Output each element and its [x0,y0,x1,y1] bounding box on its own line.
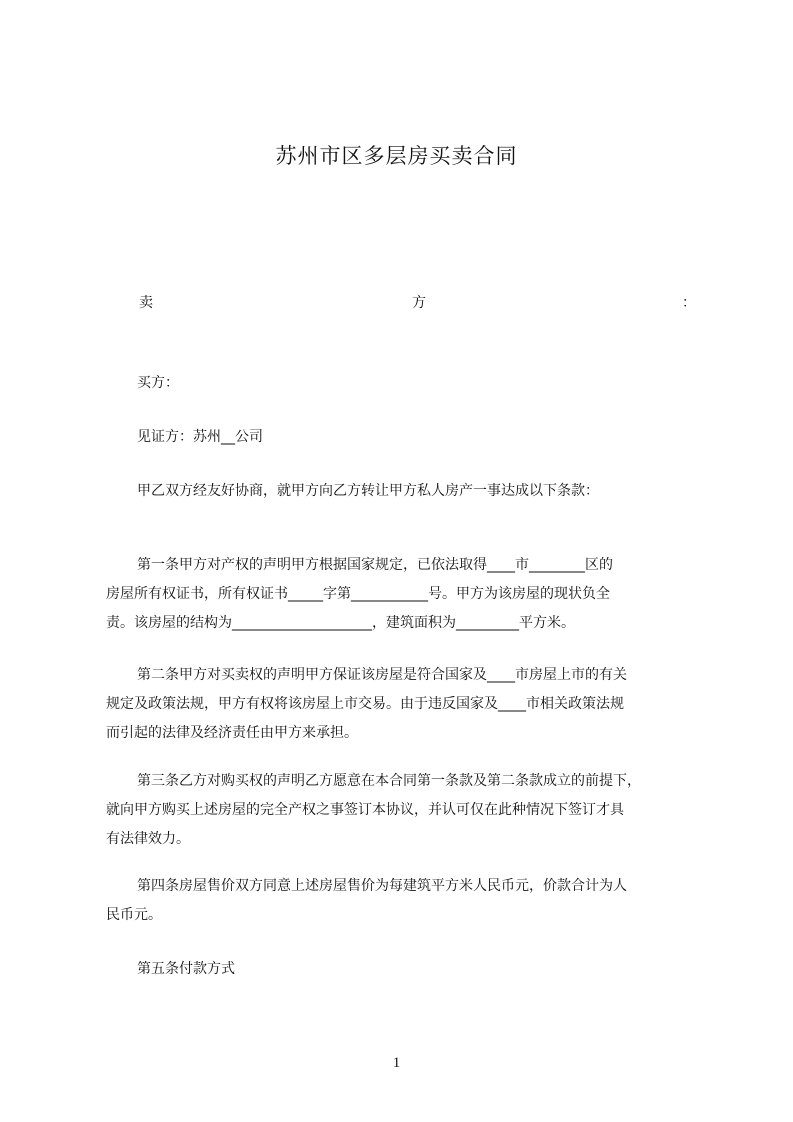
article-4-line: 民币元。 [106,907,162,923]
seller-label-colon: ： [682,295,696,311]
article-2-paragraph [106,661,706,748]
article-1-line: 责。该房屋的结构为____________________，建筑面积为_________平方米。 [106,615,575,631]
article-5-title: 第五条付款方式 [137,961,235,977]
article-3-line: 第三条乙方对购买权的声明乙方愿意在本合同第一条款及第二条款成立的前提下， [137,773,641,789]
article-2-line: 规定及政策法规，甲方有权将该房屋上市交易。由于违反国家及____市相关政策法规 [106,696,624,712]
seller-label-char1: 卖 [139,295,153,311]
article-4-line: 第四条房屋售价双方同意上述房屋售价为每建筑平方米人民币元，价款合计为人 [137,878,627,894]
article-1-line: 第一条甲方对产权的声明甲方根据国家规定，已依法取得____市________区的 [137,557,613,573]
document-title: 苏州市区多层房买卖合同 [275,144,518,168]
witness-line: 见证方：苏州__公司 [137,429,263,445]
article-1-paragraph [106,551,706,638]
article-2-line: 第二条甲方对买卖权的声明甲方保证该房屋是符合国家及____市房屋上市的有关 [137,667,627,683]
article-3-line: 就向甲方购买上述房屋的完全产权之事签订本协议，并认可仅在此种情况下签订才具 [106,802,624,818]
article-4-paragraph [106,872,706,930]
buyer-line: 买方： [137,375,179,391]
intro-paragraph: 甲乙双方经友好协商，就甲方向乙方转让甲方私人房产一事达成以下条款： [137,483,599,499]
page-number: 1 [392,1055,401,1071]
seller-label-char2: 方 [412,295,426,311]
article-3-line: 有法律效力。 [106,831,190,847]
article-1-line: 房屋所有权证书，所有权证书_____字第___________号。甲方为该房屋的现状负全 [106,586,610,602]
seller-line [106,292,696,312]
article-3-paragraph [106,767,706,854]
article-2-line: 而引起的法律及经济责任由甲方来承担。 [106,725,358,741]
